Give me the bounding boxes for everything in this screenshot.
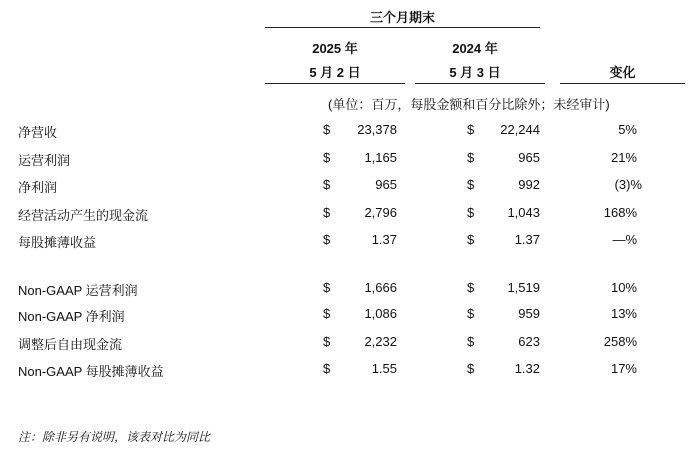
currency-symbol: $: [467, 150, 475, 165]
row-label: Non-GAAP 净利润: [18, 309, 125, 324]
change-value: 10%: [610, 280, 637, 295]
value-2024: 1,043: [507, 205, 540, 220]
currency-symbol: $: [467, 232, 475, 247]
value-2025: 1,666: [364, 280, 397, 295]
value-2024: 992: [518, 177, 540, 192]
value-2024: 22,244: [500, 122, 540, 137]
value-2024: 1.32: [514, 361, 540, 376]
col1-year-header: 2025 年: [312, 41, 358, 56]
value-2025: 1,086: [364, 306, 397, 321]
currency-symbol: $: [467, 177, 475, 192]
col1-date-header: 5 月 2 日: [309, 65, 361, 80]
change-value: 168%: [603, 205, 637, 220]
row-label: 净营收: [18, 125, 58, 140]
col2-date-header: 5 月 3 日: [449, 65, 501, 80]
change-value: (3)%: [614, 177, 642, 192]
row-label: 经营活动产生的现金流: [18, 208, 149, 223]
currency-symbol: $: [323, 334, 331, 349]
change-value: 5%: [618, 122, 637, 137]
currency-symbol: $: [323, 205, 331, 220]
change-value: 13%: [610, 306, 637, 321]
period-header: 三个月期末: [369, 10, 435, 25]
currency-symbol: $: [323, 150, 331, 165]
change-value: 17%: [610, 361, 637, 376]
row-label: 净利润: [18, 180, 58, 195]
value-2025: 2,796: [364, 205, 397, 220]
value-2024: 959: [518, 306, 540, 321]
value-2025: 965: [375, 177, 397, 192]
change-underline: [560, 83, 685, 84]
currency-symbol: $: [323, 361, 331, 376]
change-header: 变化: [609, 65, 636, 80]
change-value: 258%: [603, 334, 637, 349]
row-label: Non-GAAP 运营利润: [18, 283, 138, 298]
value-2025: 1.55: [371, 361, 397, 376]
value-2024: 1.37: [514, 232, 540, 247]
row-label: Non-GAAP 每股摊薄收益: [18, 364, 164, 379]
col2-year-header: 2024 年: [452, 41, 498, 56]
value-2024: 965: [518, 150, 540, 165]
value-2024: 623: [518, 334, 540, 349]
unit-note: (单位：百万，每股金额和百分比除外；未经审计): [328, 97, 610, 112]
change-value: —%: [612, 232, 637, 247]
currency-symbol: $: [467, 306, 475, 321]
currency-symbol: $: [323, 306, 331, 321]
currency-symbol: $: [323, 177, 331, 192]
value-2025: 1.37: [371, 232, 397, 247]
col2-underline: [415, 83, 545, 84]
col1-underline: [265, 83, 405, 84]
currency-symbol: $: [467, 334, 475, 349]
value-2025: 2,232: [364, 334, 397, 349]
currency-symbol: $: [467, 122, 475, 137]
currency-symbol: $: [323, 280, 331, 295]
change-value: 21%: [610, 150, 637, 165]
value-2024: 1,519: [507, 280, 540, 295]
row-label: 每股摊薄收益: [18, 235, 97, 250]
period-underline: [265, 27, 540, 28]
currency-symbol: $: [323, 122, 331, 137]
currency-symbol: $: [467, 205, 475, 220]
footnote: 注：除非另有说明，该表对比为同比: [18, 430, 211, 444]
value-2025: 23,378: [357, 122, 397, 137]
row-label: 调整后自由现金流: [18, 337, 123, 352]
currency-symbol: $: [323, 232, 331, 247]
currency-symbol: $: [467, 280, 475, 295]
value-2025: 1,165: [364, 150, 397, 165]
row-label: 运营利润: [18, 153, 71, 168]
currency-symbol: $: [467, 361, 475, 376]
